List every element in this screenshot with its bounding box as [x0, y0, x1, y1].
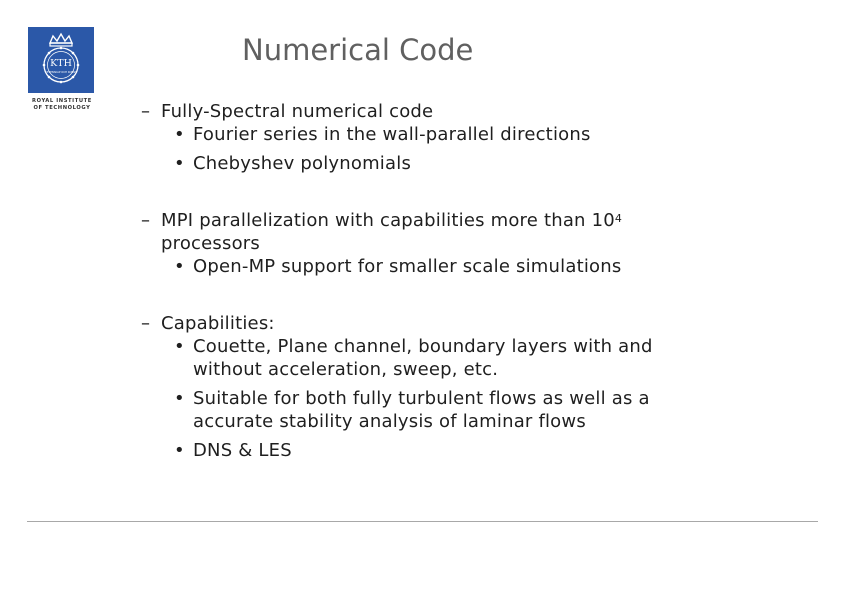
sub-list [161, 335, 741, 462]
list-item [161, 152, 741, 175]
section-dash: – [141, 313, 151, 334]
section-text-cont: processors [161, 233, 260, 254]
kth-logo [28, 27, 94, 93]
section-mpi [141, 209, 741, 278]
logo-caption [28, 98, 96, 112]
bullet-icon: • [174, 440, 185, 461]
list-item-text: DNS & LES [193, 440, 292, 461]
bullet-icon: • [174, 153, 185, 174]
logo-name: KTH [50, 58, 72, 69]
section-text: Fully-Spectral numerical code [161, 101, 434, 122]
superscript: 4 [614, 212, 623, 225]
list-item [161, 255, 741, 278]
list-item-text: Fourier series in the wall-parallel directions [193, 124, 591, 145]
list-item [161, 387, 713, 433]
page-title: Numerical Code [242, 33, 474, 67]
kth-seal-icon [28, 27, 94, 93]
list-item [161, 123, 741, 146]
section-dash: – [141, 101, 151, 122]
bullet-icon: • [174, 124, 185, 145]
sub-list [161, 123, 741, 175]
bullet-icon: • [174, 336, 185, 357]
list-item [161, 335, 713, 381]
sub-list [161, 255, 741, 278]
list-item-text: Chebyshev polynomials [193, 153, 412, 174]
bullet-icon: • [174, 256, 185, 277]
section-dash: – [141, 210, 151, 231]
logo-caption-line1: ROYAL INSTITUTE [32, 98, 92, 104]
logo-motto: VETENSKAP OCH KONST [45, 71, 77, 74]
logo-caption-line2: OF TECHNOLOGY [33, 105, 91, 111]
list-item [161, 439, 741, 462]
section-text: Capabilities: [161, 313, 275, 334]
section-spectral [141, 100, 741, 175]
section-capabilities [141, 312, 741, 462]
section-text [161, 209, 741, 255]
list-item-text: Couette, Plane channel, boundary layers with and without acceleration, sweep, etc. [193, 336, 653, 380]
bullet-icon: • [174, 388, 185, 409]
list-item-text: Open-MP support for smaller scale simulations [193, 256, 622, 277]
slide-content [141, 100, 741, 496]
list-item-text: Suitable for both fully turbulent flows as well as a accurate stability analysis of laminar flows [193, 388, 650, 432]
footer-divider [27, 521, 818, 522]
section-text-main: MPI parallelization with capabilities more than 10 [161, 210, 615, 231]
